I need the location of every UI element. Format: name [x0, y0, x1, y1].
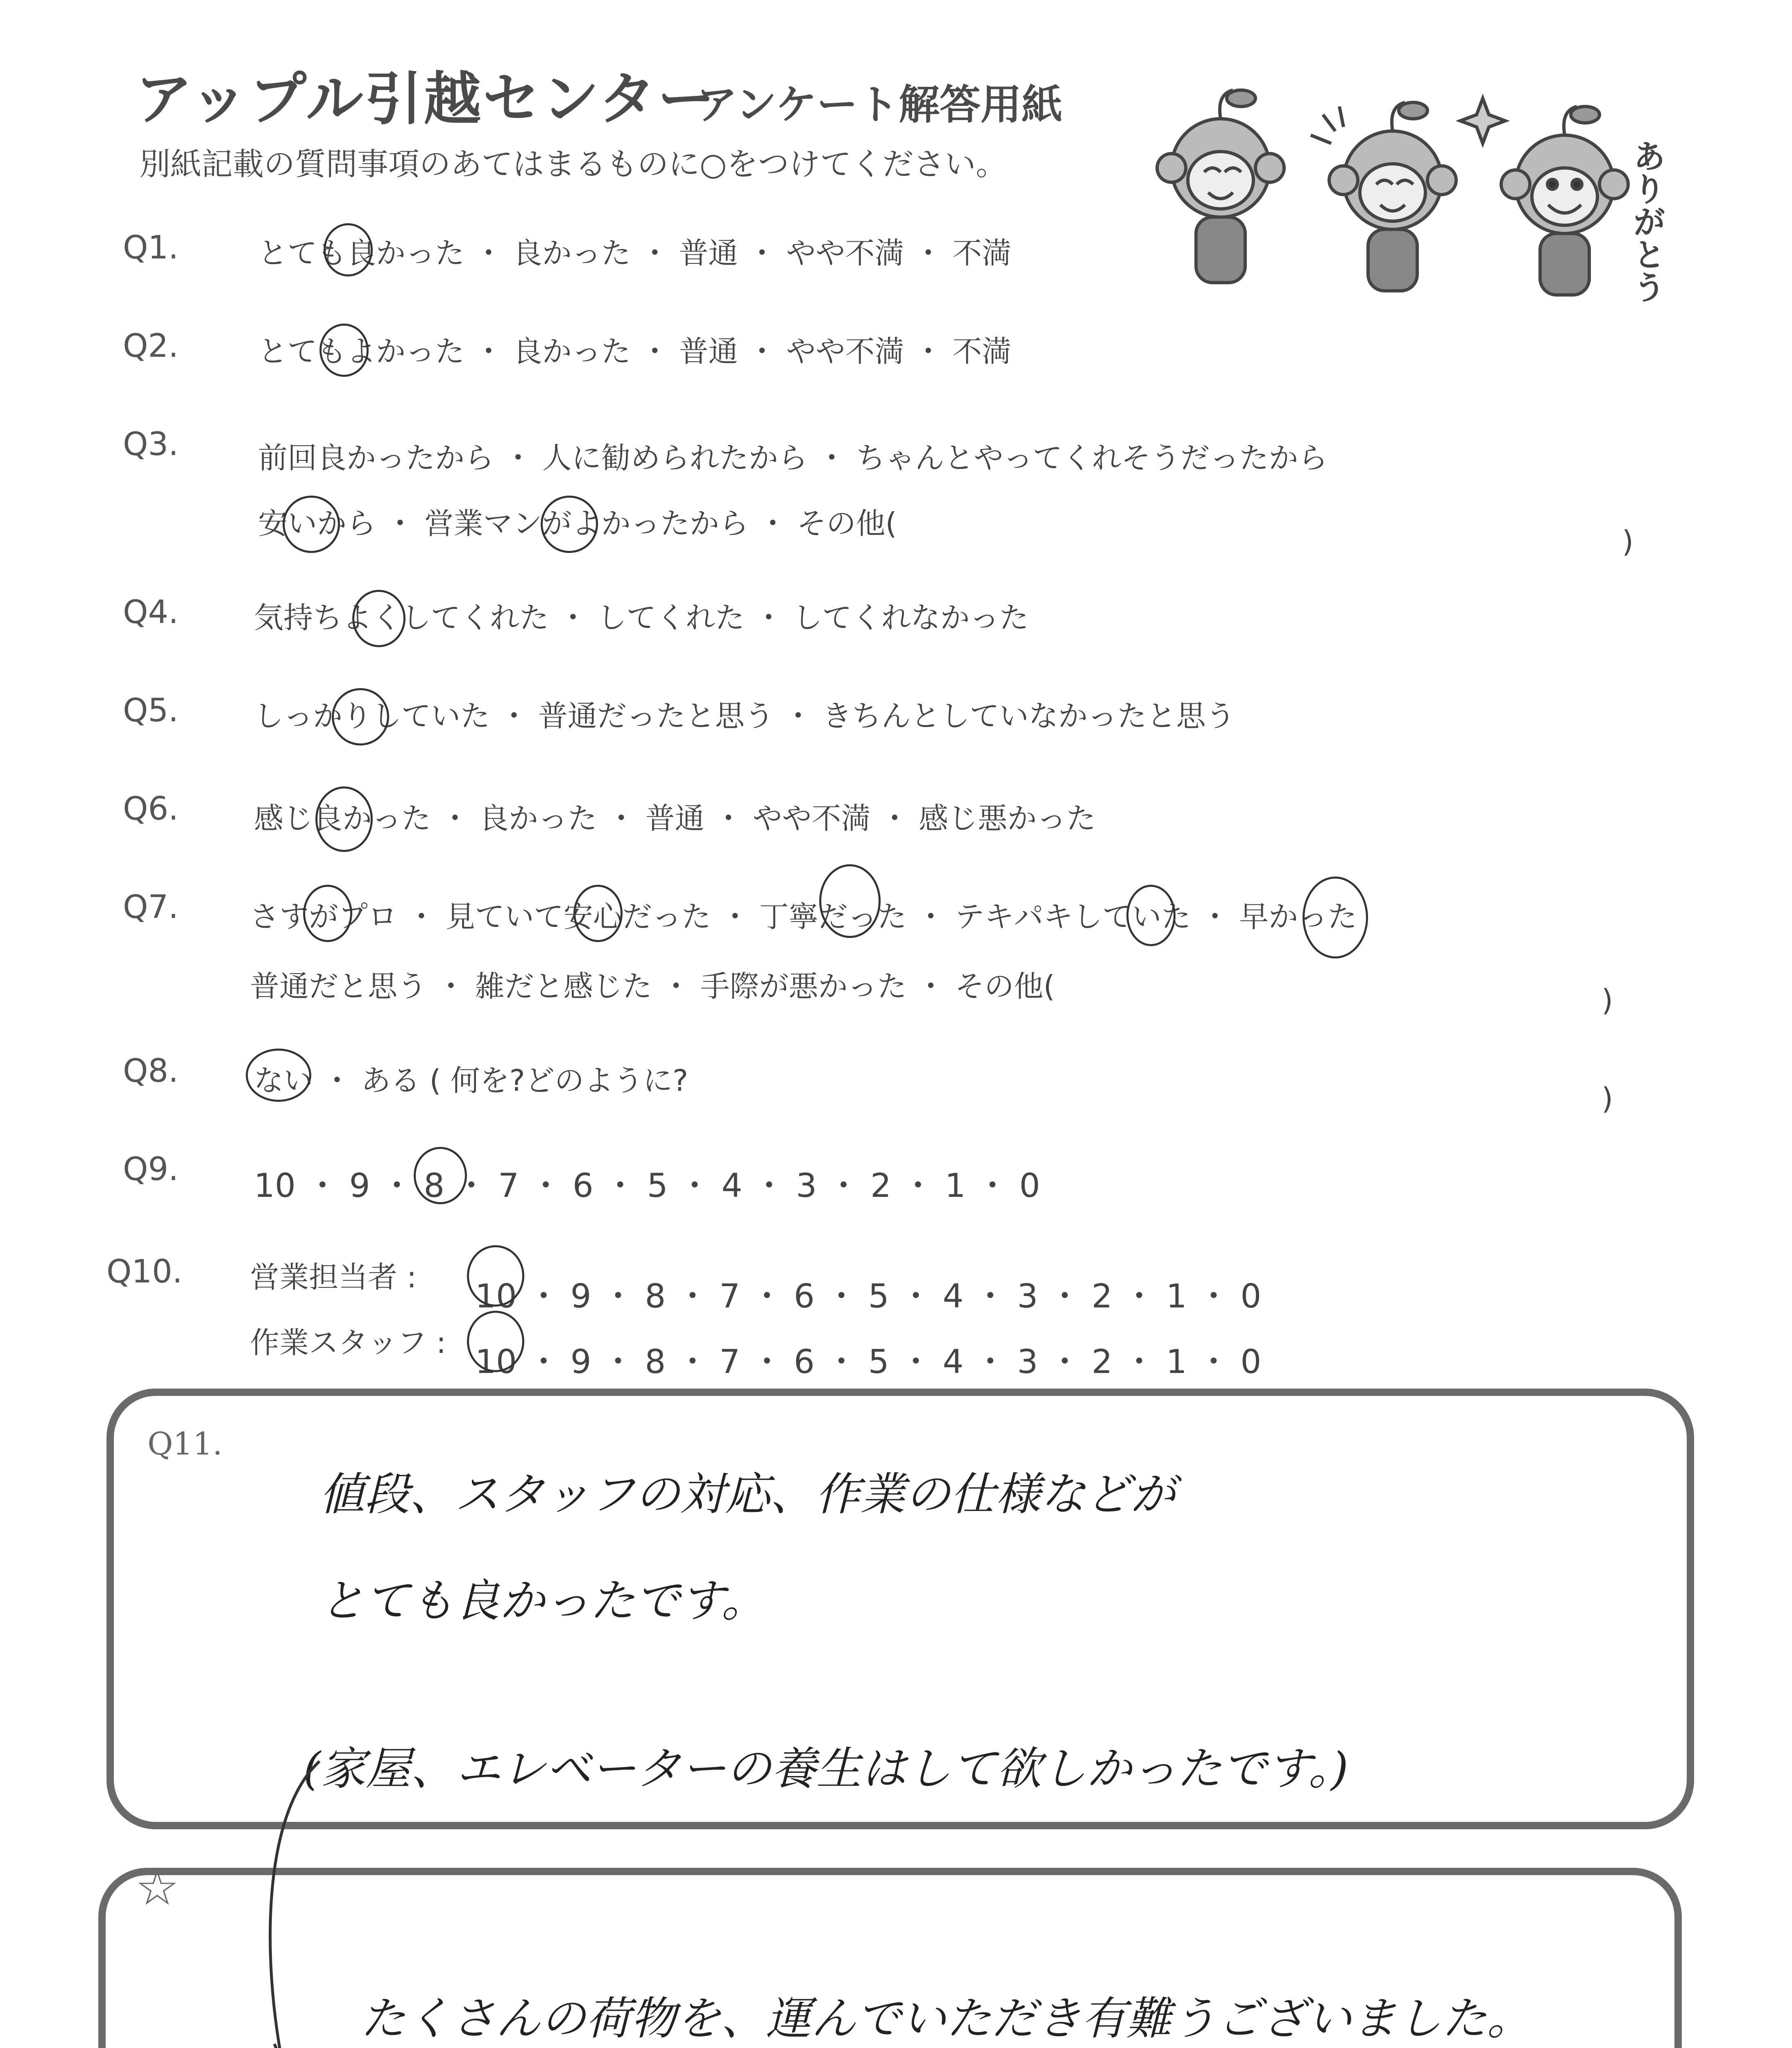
answer-circle: [246, 1049, 311, 1102]
answer-circle: [573, 885, 623, 942]
answer-circle: [303, 885, 352, 942]
q2-label: Q2.: [123, 328, 179, 365]
answer-circle: [324, 223, 373, 276]
q10-label: Q10.: [106, 1253, 183, 1290]
q7-close-paren: ): [1602, 983, 1613, 1017]
answer-circle: [352, 590, 406, 647]
answer-circle: [1126, 885, 1176, 946]
q6-label: Q6.: [123, 791, 179, 827]
monkey-mascot-left: [1157, 90, 1284, 283]
mascot-caption: ありがとう: [1627, 139, 1666, 303]
answer-circle: [467, 1311, 524, 1372]
q11-handwriting-line3: (家屋、エレベーターの養生はして欲しかったです。): [303, 1742, 1349, 1795]
q11-label: Q11.: [147, 1425, 223, 1462]
q4-options: 気持ちよくしてくれた ・ してくれた ・ してくれなかった: [254, 600, 1029, 635]
q7-options-line1: さすがプロ ・ 見ていて安心だった ・ 丁寧だった ・ テキパキしていた ・ 早かった: [250, 899, 1357, 934]
answer-circle: [283, 496, 340, 553]
q9-label: Q9.: [123, 1151, 179, 1188]
answer-circle: [332, 688, 389, 745]
instruction-text: 別紙記載の質問事項のあてはまるものに○をつけてください。: [139, 146, 1007, 182]
q11-handwriting-line1: 値段、スタッフの対応、作業の仕様などが: [319, 1468, 1176, 1520]
star-icon: ☆: [135, 1860, 179, 1917]
q4-label: Q4.: [123, 594, 179, 631]
q6-options: 感じ良かった ・ 良かった ・ 普通 ・ やや不満 ・ 感じ悪かった: [254, 801, 1096, 836]
answer-circle: [467, 1245, 524, 1307]
q3-close-paren: ): [1622, 524, 1634, 559]
q3-label: Q3.: [123, 426, 179, 463]
answer-circle: [414, 1147, 467, 1204]
monkey-mascot-right: [1460, 98, 1628, 295]
answer-circle: [319, 324, 369, 377]
q11-handwriting-line2: とても良かったです。: [319, 1575, 767, 1627]
q7-options-line2: 普通だと思う ・ 雑だと感じた ・ 手際が悪かった ・ その他(: [250, 969, 1055, 1004]
handwritten-arrow-icon: [246, 1753, 369, 2048]
form-subtitle: アンケート解答用紙: [696, 81, 1063, 129]
q5-options: しっかりしていた ・ 普通だったと思う ・ きちんとしていなかったと思う: [254, 699, 1235, 733]
q8-options: ない ・ ある ( 何を?どのように?: [254, 1063, 689, 1098]
q2-options: とてもよかった ・ 良かった ・ 普通 ・ やや不満 ・ 不満: [258, 334, 1012, 369]
q1-label: Q1.: [123, 229, 179, 266]
q9-scale: 10 ・ 9 ・ 8 ・ 7 ・ 6 ・ 5 ・ 4 ・ 3 ・ 2 ・ 1 ・ 0: [254, 1167, 1040, 1205]
q10-sales-label: 営業担当者 :: [250, 1260, 417, 1294]
form-title: アップル引越センター: [135, 66, 717, 133]
q10-sales-scale: 10 ・ 9 ・ 8 ・ 7 ・ 6 ・ 5 ・ 4 ・ 3 ・ 2 ・ 1 ・ 0: [475, 1277, 1262, 1315]
monkey-mascots-illustration: [1147, 74, 1720, 303]
answer-circle: [1303, 877, 1368, 958]
answer-circle: [315, 786, 373, 852]
q7-label: Q7.: [123, 889, 179, 926]
q5-label: Q5.: [123, 692, 179, 729]
star-handwriting: たくさんの荷物を、運んでいただき有難うございました。: [360, 1992, 1532, 2045]
q3-options-line1: 前回良かったから ・ 人に勧められたから ・ ちゃんとやってくれそうだったから: [258, 441, 1328, 475]
q10-staff-label: 作業スタッフ :: [250, 1325, 446, 1360]
q10-staff-scale: 10 ・ 9 ・ 8 ・ 7 ・ 6 ・ 5 ・ 4 ・ 3 ・ 2 ・ 1 ・ 0: [475, 1343, 1262, 1381]
q8-close-paren: ): [1602, 1081, 1613, 1116]
answer-circle: [819, 864, 881, 938]
q3-options-line2: 安いから ・ 営業マンがよかったから ・ その他(: [258, 506, 897, 541]
q1-options: とても良かった ・ 良かった ・ 普通 ・ やや不満 ・ 不満: [258, 236, 1012, 270]
answer-circle: [541, 496, 598, 553]
monkey-mascot-center: [1311, 102, 1456, 291]
q8-label: Q8.: [123, 1053, 179, 1090]
